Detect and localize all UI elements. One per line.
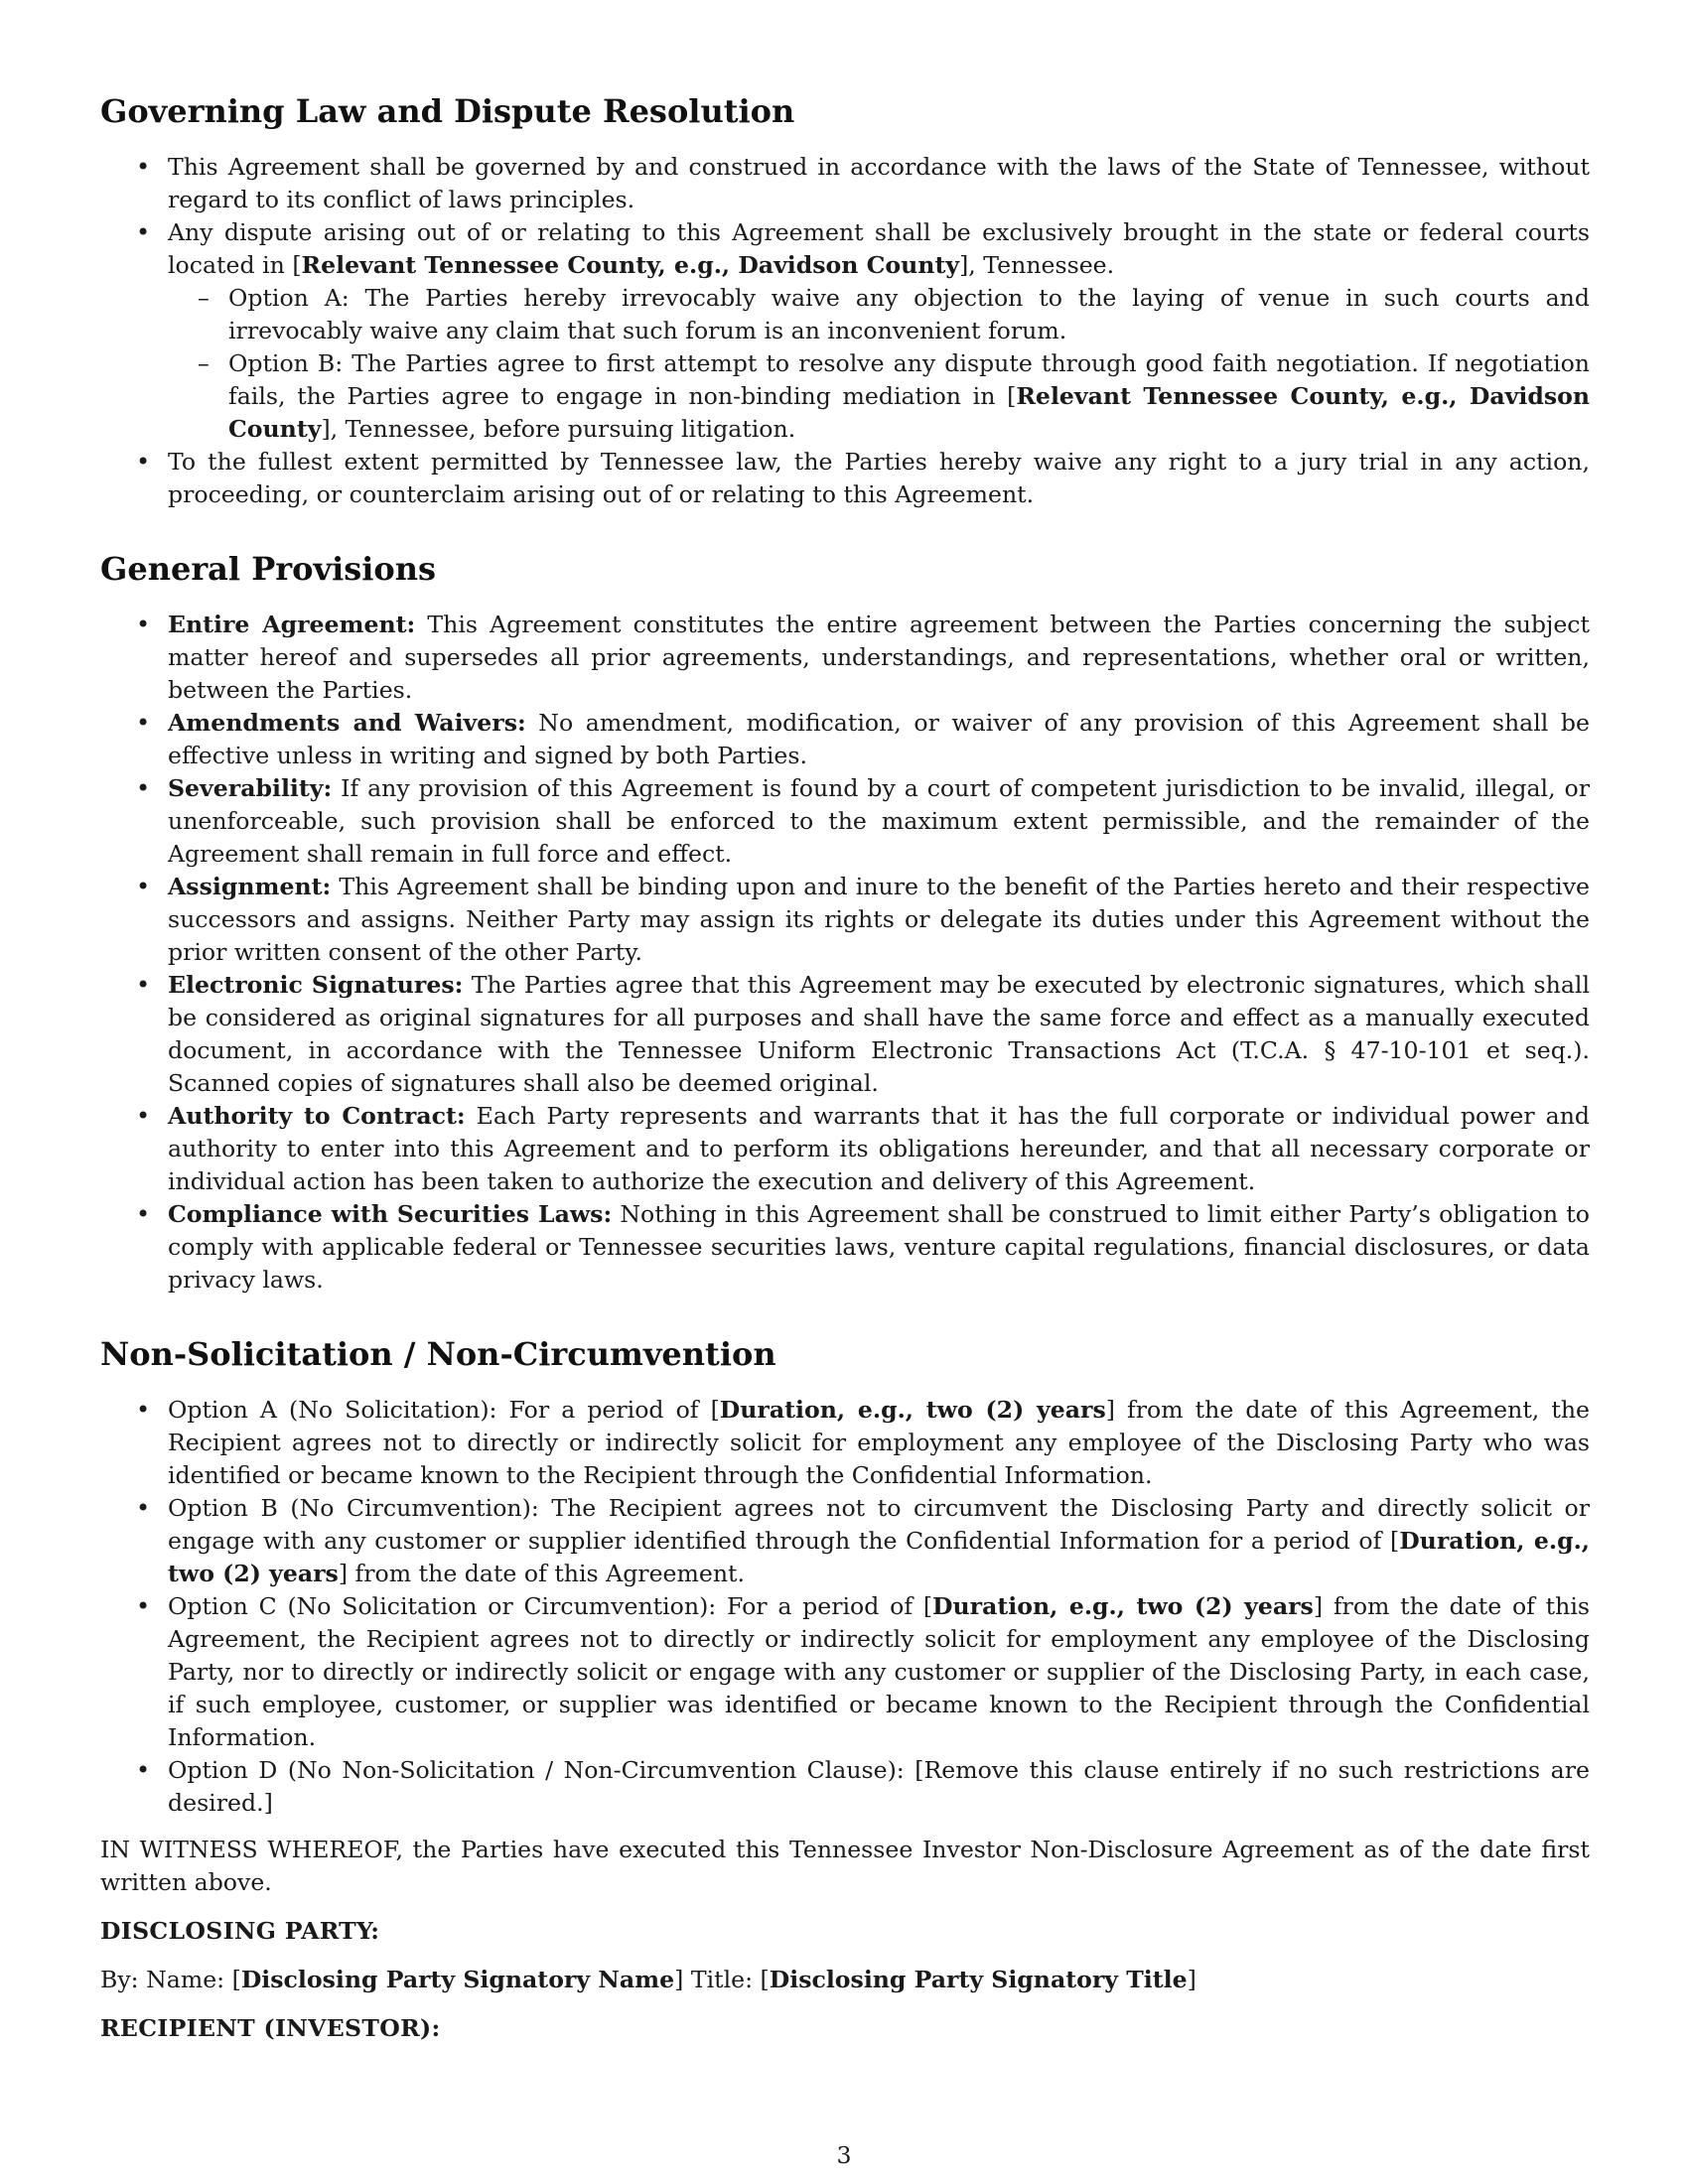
list-item: • To the fullest extent permitted by Tennessee law, the Parties hereby waive any right to a jury trial in any action, proceeding, or counterclaim arising out of or relating to this Agreement. (100, 446, 1590, 511)
list-item: • This Agreement shall be governed by and construed in accordance with the laws of the State of Tennessee, without regard to its conflict of laws principles. (100, 151, 1590, 216)
list-item: • Electronic Signatures: The Parties agree that this Agreement may be executed by electronic signatures, which shall be considered as original signatures for all purposes and shall have the same force and effect as a manually executed document, in accordance with the Tennessee Uniform Electronic Transactions Act (T.C.A. § 47-10-101 et seq.). Scanned copies of signatures shall also be deemed original. (100, 969, 1590, 1100)
list-item: • Authority to Contract: Each Party represents and warrants that it has the full corporate or individual power and authority to enter into this Agreement and to perform its obligations hereunder, and that all necessary corporate or individual action has been taken to authorize the execution and delivery of this Agreement. (100, 1100, 1590, 1198)
disclosing-party-heading: DISCLOSING PARTY: (100, 1917, 380, 1945)
list-item: • Option C (No Solicitation or Circumvention): For a period of [Duration, e.g., two (2) years] from the date of this Agreement, the Recipient agrees not to directly or indirectly solicit for employment any employee of the Disclosing Party, nor to directly or indirectly solicit or engage with any customer or supplier of the Disclosing Party, in each case, if such employee, customer, or supplier was identified or became known to the Recipient through the Confidential Information. (100, 1590, 1590, 1754)
section-title: General Provisions (100, 550, 437, 588)
non-solicitation-section (100, 1334, 1590, 1820)
section-title: Governing Law and Dispute Resolution (100, 92, 795, 130)
list-item: • Severability: If any provision of this Agreement is found by a court of competent jurisdiction to be invalid, illegal, or unenforceable, such provision shall be enforced to the maximum extent permissible, and the remainder of the Agreement shall remain in full force and effect. (100, 772, 1590, 871)
signature-line: By: Name: [Disclosing Party Signatory Name] Title: [Disclosing Party Signatory Title] (100, 1966, 1196, 1993)
list-item: • Compliance with Securities Laws: Nothing in this Agreement shall be construed to limit either Party’s obligation to comply with applicable federal or Tennessee securities laws, venture capital regulations, financial disclosures, or data privacy laws. (100, 1198, 1590, 1297)
sub-list-item: – Option A: The Parties hereby irrevocably waive any objection to the laying of venue in such courts and irrevocably waive any claim that such forum is an inconvenient forum. (168, 282, 1590, 347)
document-page (100, 91, 1590, 2045)
list-item: • Any dispute arising out of or relating to this Agreement shall be exclusively brought in the state or federal courts located in [Relevant Tennessee County, e.g., Davidson County], Tennessee. – Option A: The Parties hereby irrevocably waive any objection to the laying of venue in such courts and irrevocably waive any claim that such forum is an inconvenient forum. – Option B: The Parties agree to first attempt to resolve any dispute through good faith negotiation. If negotiation fails, the Parties agree to engage in non-binding mediation in [Relevant Tennessee County, e.g., Davidson County], Tennessee, before pursuing litigation. (100, 216, 1590, 446)
list-item: • Option B (No Circumvention): The Recipient agrees not to circumvent the Disclosing Party and directly solicit or engage with any customer or supplier identified through the Confidential Information for a period of [Duration, e.g., two (2) years] from the date of this Agreement. (100, 1492, 1590, 1590)
list-item: • Option A (No Solicitation): For a period of [Duration, e.g., two (2) years] from the date of this Agreement, the Recipient agrees not to directly or indirectly solicit for employment any employee of the Disclosing Party who was identified or became known to the Recipient through the Confidential Information. (100, 1394, 1590, 1492)
general-provisions-section (100, 549, 1590, 1297)
governing-law-section (100, 91, 1590, 511)
recipient-heading: RECIPIENT (INVESTOR): (100, 2014, 441, 2042)
witness-paragraph: IN WITNESS WHEREOF, the Parties have executed this Tennessee Investor Non-Disclosure Agreement as of the date first written above. (100, 1836, 1590, 1896)
section-title: Non-Solicitation / Non-Circumvention (100, 1335, 776, 1373)
sub-list-item: – Option B: The Parties agree to first attempt to resolve any dispute through good faith negotiation. If negotiation fails, the Parties agree to engage in non-binding mediation in [Relevant Tennessee County, e.g., Davidson County], Tennessee, before pursuing litigation. (168, 347, 1590, 446)
list-item: • Option D (No Non-Solicitation / Non-Circumvention Clause): [Remove this clause entirely if no such restrictions are desired.] (100, 1754, 1590, 1820)
page-number: 3 (836, 2141, 852, 2169)
list-item: • Entire Agreement: This Agreement constitutes the entire agreement between the Parties concerning the subject matter hereof and supersedes all prior agreements, understandings, and representations, whether oral or written, between the Parties. (100, 609, 1590, 707)
list-item: • Amendments and Waivers: No amendment, modification, or waiver of any provision of this Agreement shall be effective unless in writing and signed by both Parties. (100, 707, 1590, 772)
list-item: • Assignment: This Agreement shall be binding upon and inure to the benefit of the Parties hereto and their respective successors and assigns. Neither Party may assign its rights or delegate its duties under this Agreement without the prior written consent of the other Party. (100, 871, 1590, 969)
